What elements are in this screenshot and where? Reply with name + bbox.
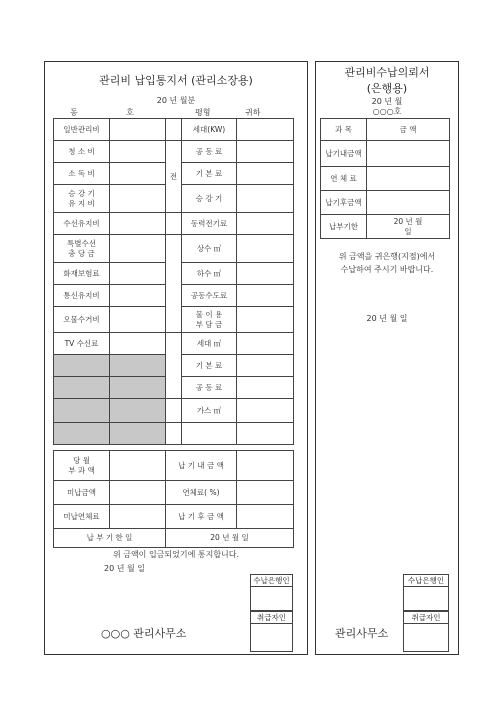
fee-group-label <box>166 399 182 423</box>
fee-subitem-label: 동력전기료 <box>182 213 237 235</box>
unpaid-value <box>110 481 166 505</box>
bank-stamp-box-right <box>403 574 449 611</box>
bank-row-label: 납기내금액 <box>321 141 367 167</box>
fee-group-label: 전 <box>166 141 182 213</box>
due-amount-label: 납 기 내 금 액 <box>166 451 237 481</box>
right-unit: ○○○호 <box>372 107 402 116</box>
month-charge-value <box>110 451 166 481</box>
left-period: 20 년 월분 <box>156 96 196 105</box>
right-form-subtitle: (은행용) <box>366 82 408 95</box>
fee-item-label: 일반관리비 <box>54 119 110 141</box>
after-due-label: 납 기 후 금 액 <box>166 505 237 529</box>
address-ho: 호 <box>126 108 134 117</box>
fee-subitem-label: 물 이 용 부 담 금 <box>182 307 237 333</box>
fee-subitem-value <box>237 355 294 377</box>
bank-office-name: 관리사무소 <box>335 627 389 640</box>
bank-request-text: 위 금액을 귀은행(지점)에서 수납하여 주시기 바랍니다. <box>338 252 436 274</box>
fee-item-value <box>110 235 166 263</box>
fee-item-value <box>110 263 166 285</box>
fee-subitem-value <box>237 399 294 423</box>
fee-subitem-label: 세대(KW) <box>182 119 237 141</box>
fee-subitem-value <box>237 119 294 141</box>
handler-stamp-label: 취급자인 <box>251 612 292 624</box>
fee-detail-table <box>53 118 294 445</box>
fee-row <box>54 333 294 355</box>
after-due-value <box>237 505 294 529</box>
fee-subitem-value <box>237 285 294 307</box>
fee-subitem-label: 공 동 료 <box>182 141 237 163</box>
fee-item-value <box>110 377 166 399</box>
fee-item-label: TV 수신료 <box>54 333 110 355</box>
fee-subitem-label: 세대 ㎥ <box>182 333 237 355</box>
fee-row <box>54 141 294 163</box>
fee-item-value <box>110 355 166 377</box>
fee-group-label <box>166 119 182 141</box>
due-date-value: 20 년 월 일 <box>166 529 294 548</box>
due-amount-value <box>237 451 294 481</box>
payment-notice-date: 20 년 월 일 <box>104 564 145 573</box>
fee-subitem-label: 승 강 기 <box>182 185 237 213</box>
fee-subitem-value <box>237 263 294 285</box>
fee-group-label <box>166 213 182 235</box>
fee-item-label: 통신유지비 <box>54 285 110 307</box>
bank-row-label: 납기후금액 <box>321 191 367 215</box>
fee-item-value <box>110 333 166 355</box>
fee-subitem-value <box>237 141 294 163</box>
fee-item-label: 소 독 비 <box>54 163 110 185</box>
fee-subitem-label: 하수 ㎥ <box>182 263 237 285</box>
late-fee-value <box>237 481 294 505</box>
summary-table <box>53 450 294 548</box>
fee-row <box>54 213 294 235</box>
bank-stamp-label: 수납은행인 <box>251 575 292 587</box>
fee-subitem-value <box>237 423 294 445</box>
amount-header: 금 액 <box>367 119 450 141</box>
address-dong: 동 <box>70 108 78 117</box>
fee-item-value <box>110 399 166 423</box>
item-header: 과 목 <box>321 119 367 141</box>
bank-stamp-box <box>250 574 293 611</box>
bank-row-value <box>367 141 450 167</box>
fee-item-label: 특별수선 충 당 금 <box>54 235 110 263</box>
fee-item-value <box>110 119 166 141</box>
fee-item-label: 화재보험료 <box>54 263 110 285</box>
fee-subitem-value <box>237 235 294 263</box>
fee-subitem-label: 기 본 료 <box>182 163 237 185</box>
fee-subitem-label: 상수 ㎥ <box>182 235 237 263</box>
bank-request-date: 20 년 월 일 <box>366 314 408 323</box>
fee-subitem-value <box>237 307 294 333</box>
handler-stamp-box-right <box>403 611 449 652</box>
fee-item-value <box>110 307 166 333</box>
bank-amount-table <box>320 118 450 239</box>
fee-group-label <box>166 235 182 333</box>
fee-group-label <box>166 423 182 445</box>
bank-stamp-label-right: 수납은행인 <box>404 575 448 587</box>
fee-item-label <box>54 377 110 399</box>
fee-item-value <box>110 213 166 235</box>
fee-row <box>54 235 294 263</box>
fee-item-value <box>110 285 166 307</box>
fee-item-label: 오물수거비 <box>54 307 110 333</box>
fee-subitem-value <box>237 377 294 399</box>
right-form-title: 관리비수납의뢰서 <box>344 66 430 79</box>
fee-row <box>54 399 294 423</box>
fee-row <box>54 423 294 445</box>
address-area: 평형 <box>195 108 211 117</box>
fee-subitem-label: 가스 ㎥ <box>182 399 237 423</box>
bank-due-label: 납부기한 <box>321 215 367 239</box>
bank-row-value <box>367 167 450 191</box>
bank-due-value: 20 년 월 일 <box>367 215 450 239</box>
month-charge-label: 당 월 부 과 액 <box>54 451 110 481</box>
fee-subitem-label: 공 동 료 <box>182 377 237 399</box>
unpaid-label: 미납금액 <box>54 481 110 505</box>
payment-notice-text: 위 금액이 입금되었기에 통지합니다. <box>112 550 240 559</box>
fee-subitem-value <box>237 333 294 355</box>
fee-subitem-value <box>237 185 294 213</box>
fee-row <box>54 119 294 141</box>
fee-item-label <box>54 355 110 377</box>
fee-item-value <box>110 163 166 185</box>
fee-subitem-label: 기 본 료 <box>182 355 237 377</box>
fee-item-value <box>110 141 166 163</box>
unpaid-late-value <box>110 505 166 529</box>
left-form-title: 관리비 납입통지서 (관리소장용) <box>99 74 253 87</box>
late-fee-label: 연체료( %) <box>166 481 237 505</box>
fee-item-label: 청 소 비 <box>54 141 110 163</box>
right-period: 20 년 월 <box>371 97 403 106</box>
bank-row-label: 연 체 료 <box>321 167 367 191</box>
handler-stamp-box <box>250 611 293 652</box>
fee-item-label <box>54 399 110 423</box>
management-office-name: ○○○ 관리사무소 <box>101 627 187 640</box>
fee-item-value <box>110 185 166 213</box>
fee-subitem-label: 공동수도료 <box>182 285 237 307</box>
handler-stamp-label-right: 취급자인 <box>404 612 448 624</box>
address-recipient: 귀하 <box>245 108 261 117</box>
fee-item-label: 승 강 기 유 지 비 <box>54 185 110 213</box>
fee-subitem-value <box>237 213 294 235</box>
fee-item-value <box>110 423 166 445</box>
due-date-label: 납 부 기 한 일 <box>54 529 166 548</box>
fee-item-label <box>54 423 110 445</box>
fee-subitem-value <box>237 163 294 185</box>
bank-row-value <box>367 191 450 215</box>
unpaid-late-label: 미납연체료 <box>54 505 110 529</box>
fee-subitem-label <box>182 423 237 445</box>
fee-group-label <box>166 333 182 399</box>
fee-item-label: 수선유지비 <box>54 213 110 235</box>
